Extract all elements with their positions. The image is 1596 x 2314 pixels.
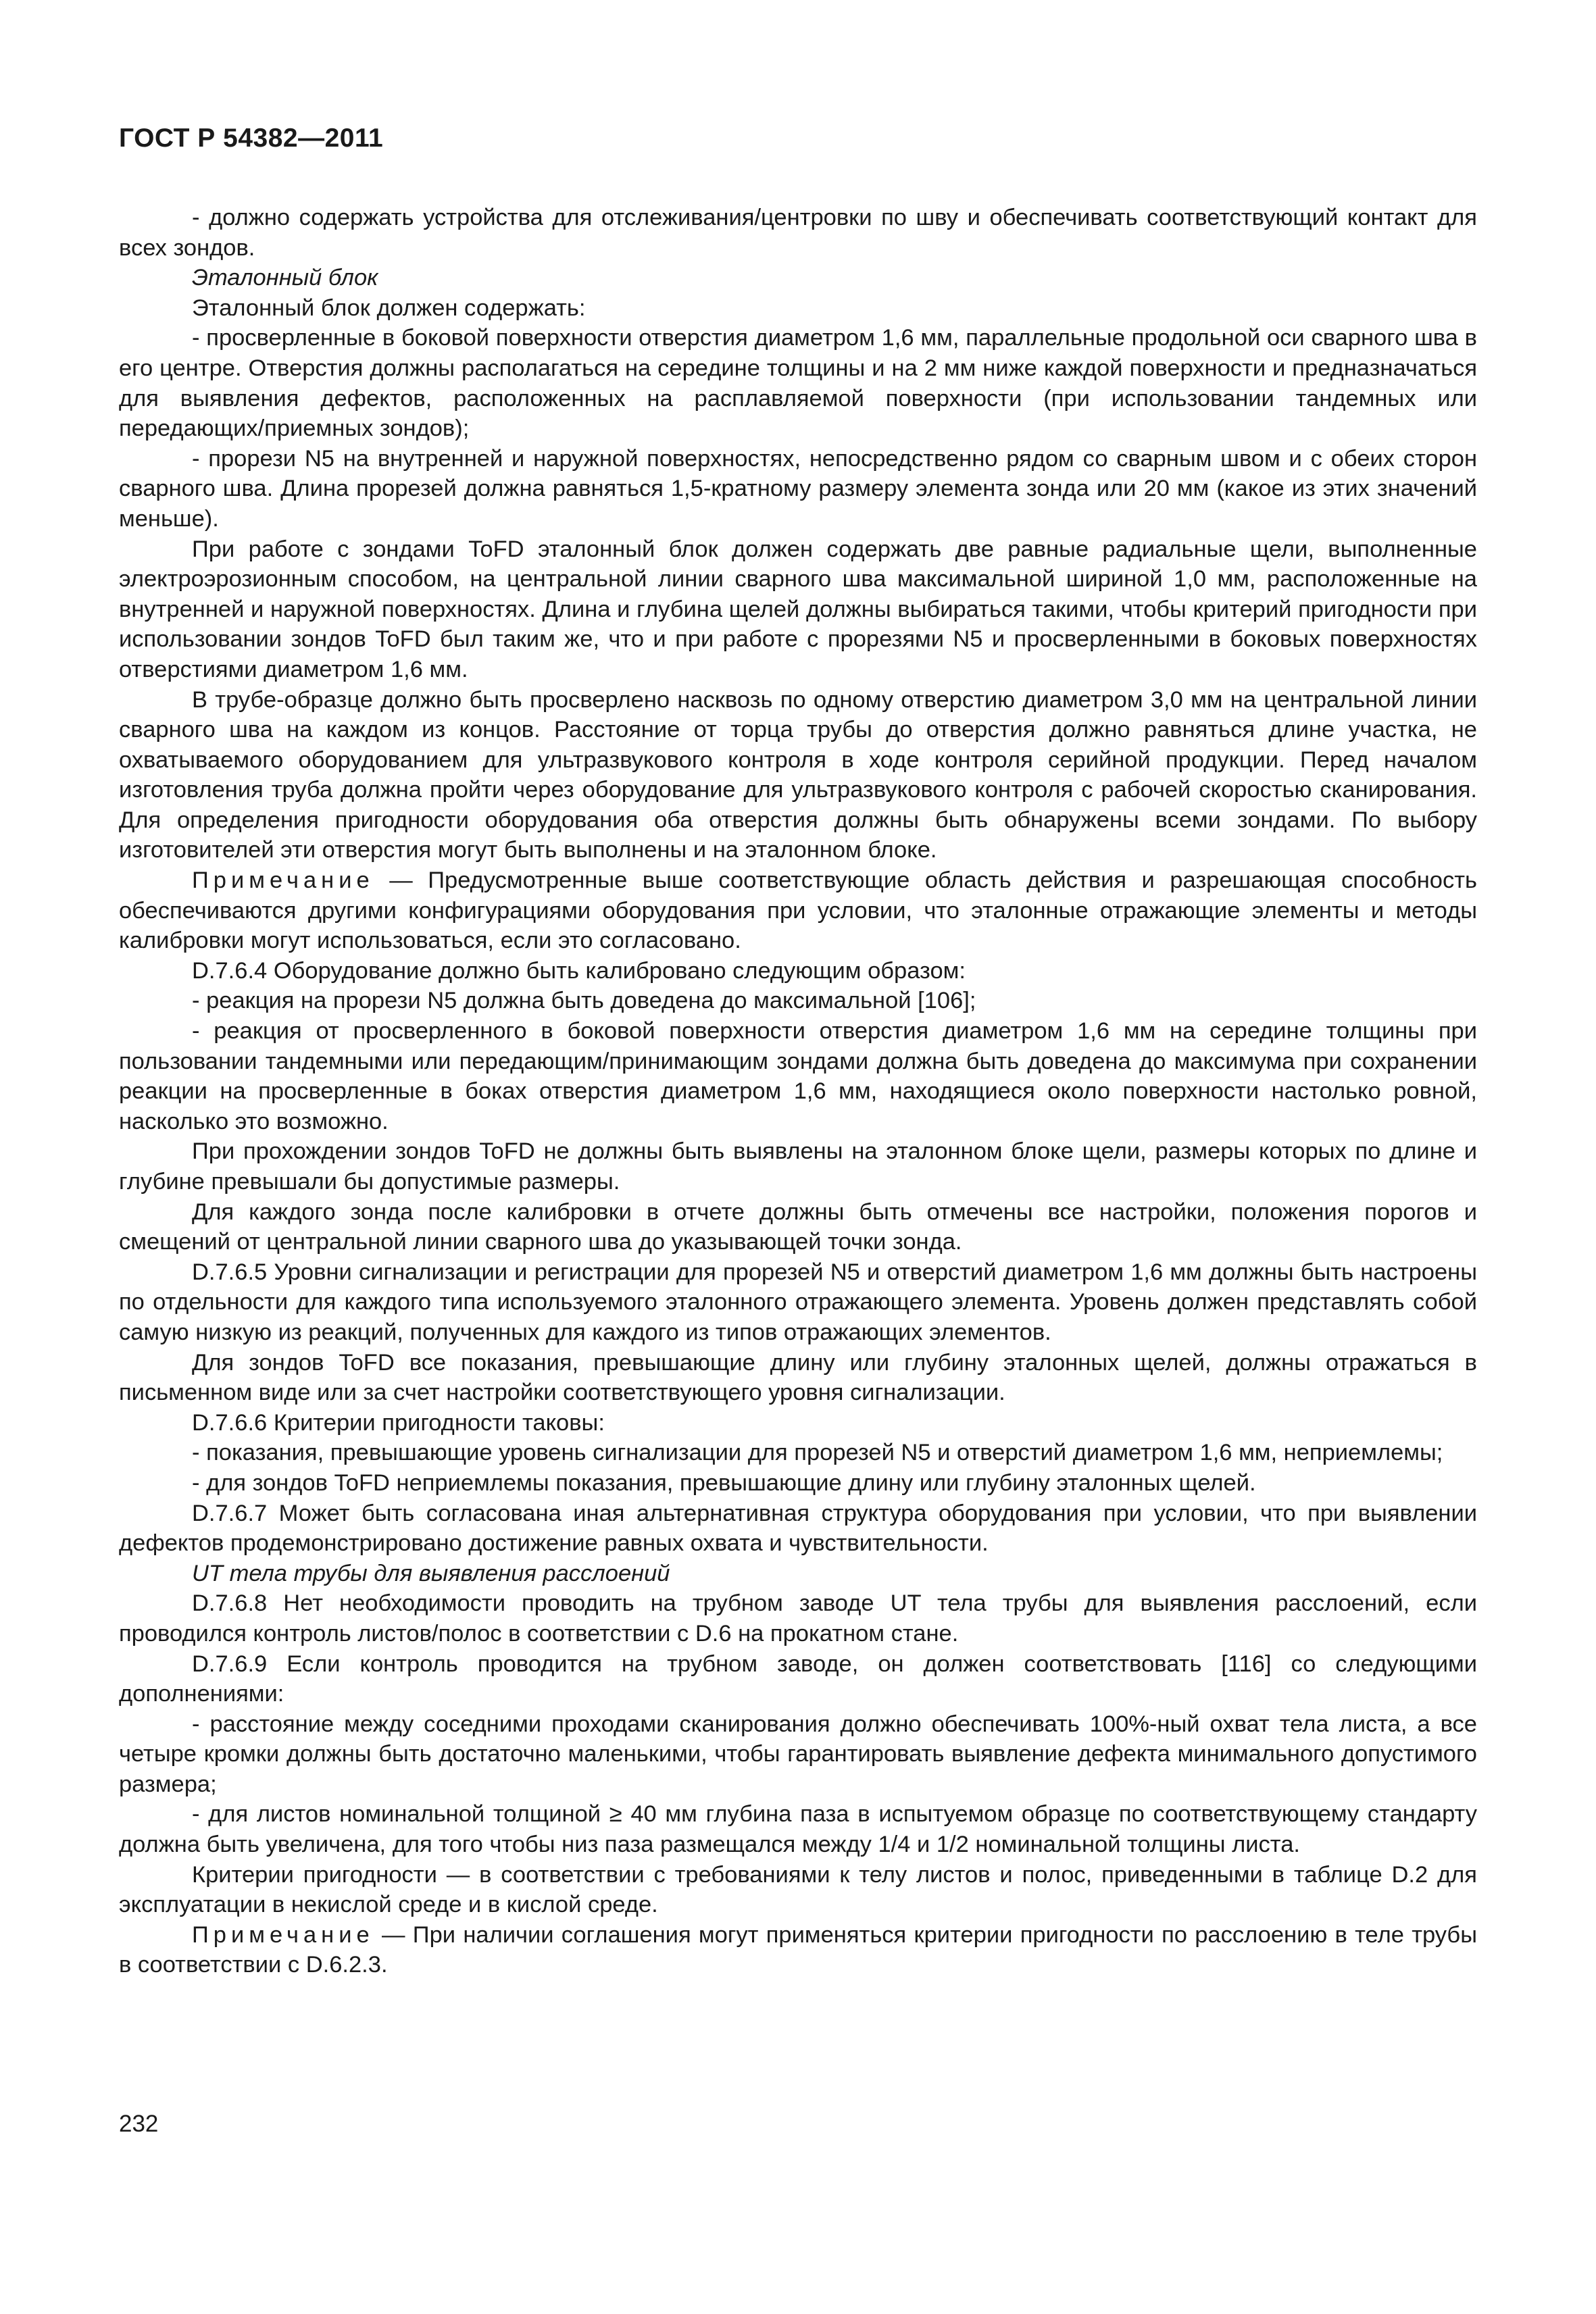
paragraph [119, 1468, 1477, 1499]
paragraph-text: D.7.6.9 Если контроль проводится на трубном заводе, он должен соответствовать [116] со следующими дополнениями: [119, 1651, 1477, 1707]
paragraph-text: В трубе-образце должно быть просверлено насквозь по одному отверстию диаметром 3,0 мм на центральной линии сварного шва на каждом из концов. Расстояние от торца трубы до отверстия должно равняться длине участка, не охватываемого оборудованием для ультразвукового контроля в ходе контроля серийной продукции. Перед началом изготовления труба должна пройти через оборудование для ультразвукового контроля с рабочей скоростью сканирования. Для определения пригодности оборудования оба отверстия должны быть обнаружены всеми зондами. По выбору изготовителей эти отверстия могут быть выполнены и на эталонном блоке. [119, 686, 1477, 863]
paragraph [119, 1438, 1477, 1468]
paragraph [119, 685, 1477, 866]
paragraph [119, 1257, 1477, 1348]
paragraph [119, 1860, 1477, 1920]
paragraph-text: D.7.6.7 Может быть согласована иная альтернативная структура оборудования при условии, что при выявлении дефектов продемонстрировано достижение равных охвата и чувствительности. [119, 1500, 1477, 1557]
paragraph-text: - просверленные в боковой поверхности отверстия диаметром 1,6 мм, параллельные продольной оси сварного шва в его центре. Отверстия должны располагаться на середине толщины и на 2 мм ниже каждой поверхности и предназначаться для выявления дефектов, расположенных на расплавляемой поверхности (при использовании тандемных или передающих/приемных зондов); [119, 325, 1477, 442]
paragraph [119, 1499, 1477, 1559]
paragraph [119, 1559, 1477, 1589]
note-label: Примечание [192, 1921, 374, 1948]
paragraph-text: — При наличии соглашения могут применяться критерии пригодности по расслоению в теле трубы в соответствии с D.6.2.3. [119, 1921, 1477, 1978]
paragraph-text: При работе с зондами ToFD эталонный блок должен содержать две равные радиальные щели, выполненные электроэрозионным способом, на центральной линии сварного шва максимальной шириной 1,0 мм, расположенные на внутренней и наружной поверхностях. Длина и глубина щелей должны выбираться такими, чтобы критерий пригодности при использовании зондов ToFD был таким же, что и при работе с прорезями N5 и просверленными в боковых поверхностях отверстиями диаметром 1,6 мм. [119, 536, 1477, 682]
paragraph-text: D.7.6.5 Уровни сигнализации и регистрации для прорезей N5 и отверстий диаметром 1,6 мм должны быть настроены по отдельности для каждого типа используемого эталонного отражающего элемента. Уровень должен представлять собой самую низкую из реакций, полученных для каждого из типов отражающих элементов. [119, 1259, 1477, 1345]
paragraph-text: - расстояние между соседними проходами сканирования должно обеспечивать 100%-ный охват тела листа, а все четыре кромки должны быть достаточно маленькими, чтобы гарантировать выявление дефекта минимального допустимого размера; [119, 1711, 1477, 1797]
document-page [119, 0, 1477, 2314]
paragraph-text: — Предусмотренные выше соответствующие область действия и разрешающая способность обеспечиваются другими конфигурациями оборудования при условии, что эталонные отражающие элементы и методы калибровки могут использоваться, если это согласовано. [119, 867, 1477, 954]
paragraph-text: - реакция от просверленного в боковой поверхности отверстия диаметром 1,6 мм на середине толщины при пользовании тандемными или передающим/принимающим зондами должна быть доведена до максимума при сохранении реакции на просверленные в боках отверстия диаметром 1,6 мм, находящиеся около поверхности настолько ровной, насколько это возможно. [119, 1018, 1477, 1134]
paragraph-text: - прорези N5 на внутренней и наружной поверхностях, непосредственно рядом со сварным швом и с обеих сторон сварного шва. Длина прорезей должна равняться 1,5-кратному размеру элемента зонда или 20 мм (какое из этих значений меньше). [119, 445, 1477, 532]
paragraph [119, 1709, 1477, 1800]
page-number: 232 [119, 2111, 159, 2137]
paragraph [119, 263, 1477, 293]
paragraph [119, 1588, 1477, 1649]
paragraph [119, 293, 1477, 324]
paragraph [119, 1408, 1477, 1438]
paragraph-text: - для зондов ToFD неприемлемы показания, превышающие длину или глубину эталонных щелей. [192, 1469, 1256, 1496]
document-code-header: ГОСТ Р 54382—2011 [119, 124, 384, 153]
paragraph-text: Для каждого зонда после калибровки в отчете должны быть отмечены все настройки, положения порогов и смещений от центральной линии сварного шва до указывающей точки зонда. [119, 1199, 1477, 1255]
paragraph-text: Эталонный блок должен содержать: [192, 295, 586, 321]
paragraph [119, 865, 1477, 956]
document-body [119, 203, 1477, 1980]
paragraph [119, 203, 1477, 263]
paragraph-text: При прохождении зондов ToFD не должны быть выявлены на эталонном блоке щели, размеры которых по длине и глубине превышали бы допустимые размеры. [119, 1138, 1477, 1194]
paragraph [119, 1136, 1477, 1197]
paragraph [119, 1799, 1477, 1859]
paragraph [119, 1348, 1477, 1408]
paragraph [119, 1649, 1477, 1709]
paragraph [119, 444, 1477, 534]
paragraph-text: D.7.6.6 Критерии пригодности таковы: [192, 1409, 605, 1436]
paragraph-text: D.7.6.8 Нет необходимости проводить на трубном заводе UT тела трубы для выявления расслоений, если проводился контроль листов/полос в соответствии с D.6 на прокатном стане. [119, 1590, 1477, 1646]
paragraph [119, 534, 1477, 685]
paragraph-text: - реакция на прорези N5 должна быть доведена до максимальной [106]; [192, 988, 976, 1014]
paragraph-text: D.7.6.4 Оборудование должно быть калибровано следующим образом: [192, 957, 966, 984]
paragraph-text: - должно содержать устройства для отслеживания/центровки по шву и обеспечивать соответствующий контакт для всех зондов. [119, 205, 1477, 261]
paragraph [119, 1197, 1477, 1257]
paragraph-text: Эталонный блок [192, 265, 378, 291]
paragraph-text: - для листов номинальной толщиной ≥ 40 мм глубина паза в испытуемом образце по соответствующему стандарту должна быть увеличена, для того чтобы низ паза размещался между 1/4 и 1/2 номинальной толщины листа. [119, 1801, 1477, 1858]
paragraph [119, 1016, 1477, 1136]
paragraph [119, 956, 1477, 986]
paragraph [119, 986, 1477, 1016]
note-label: Примечание [192, 867, 374, 894]
paragraph-text: - показания, превышающие уровень сигнализации для прорезей N5 и отверстий диаметром 1,6 мм, неприемлемы; [192, 1440, 1443, 1466]
paragraph [119, 1920, 1477, 1980]
paragraph-text: Критерии пригодности — в соответствии с требованиями к телу листов и полос, приведенными в таблице D.2 для эксплуатации в некислой среде и в кислой среде. [119, 1861, 1477, 1918]
paragraph-text: UT тела трубы для выявления расслоений [192, 1560, 670, 1586]
paragraph [119, 323, 1477, 443]
paragraph-text: Для зондов ToFD все показания, превышающие длину или глубину эталонных щелей, должны отражаться в письменном виде или за счет настройки соответствующего уровня сигнализации. [119, 1349, 1477, 1406]
